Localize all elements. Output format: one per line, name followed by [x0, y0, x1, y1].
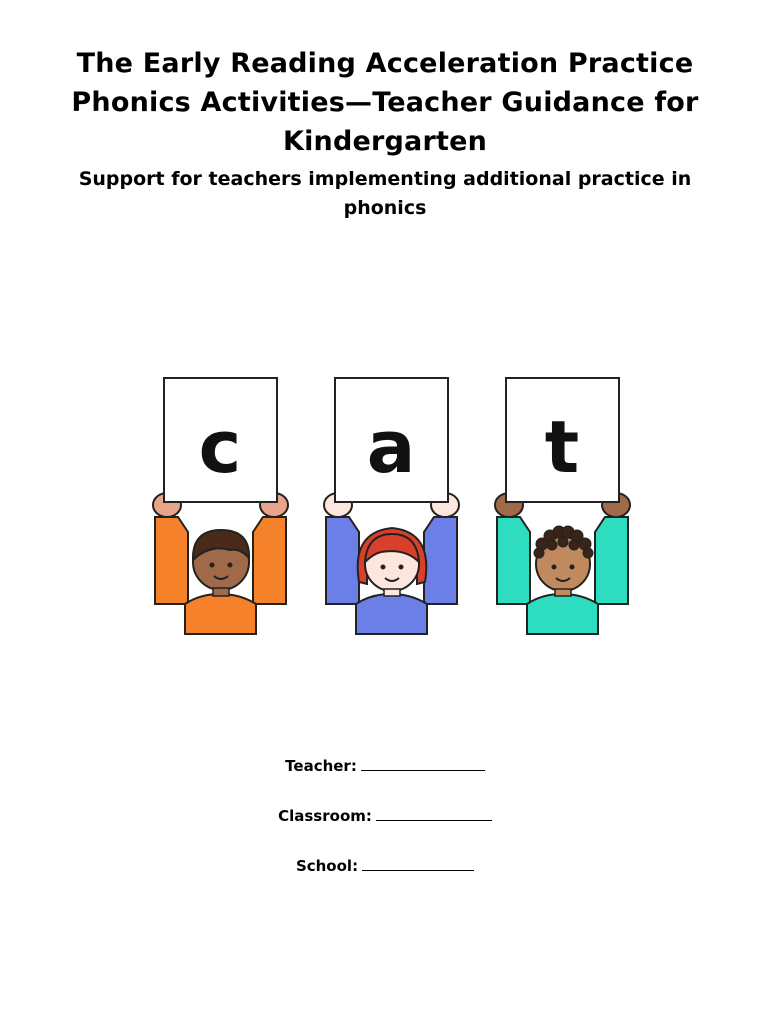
child-with-card-a [324, 378, 459, 634]
school-label: School: [295, 857, 359, 875]
classroom-label: Classroom: [278, 807, 372, 825]
letter-card-a: a [366, 405, 416, 489]
document-title: The Early Reading Acceleration Practice Phonics Activities—Teacher Guidance for Kindergarten [71, 48, 699, 157]
letter-card-c: c [198, 405, 242, 489]
letter-card-t: t [544, 405, 580, 489]
child-with-card-c [153, 378, 288, 634]
children-holding-letter-cards-illustration [150, 372, 635, 637]
school-blank-line[interactable] [362, 856, 474, 871]
teacher-label: Teacher: [285, 757, 357, 775]
child-with-card-t [495, 378, 630, 634]
school-field [0, 856, 770, 876]
classroom-field [0, 806, 770, 826]
teacher-field [0, 756, 770, 776]
classroom-blank-line[interactable] [376, 806, 492, 821]
document-subtitle: Support for teachers implementing additional practice in phonics [78, 168, 692, 219]
teacher-blank-line[interactable] [361, 756, 485, 771]
